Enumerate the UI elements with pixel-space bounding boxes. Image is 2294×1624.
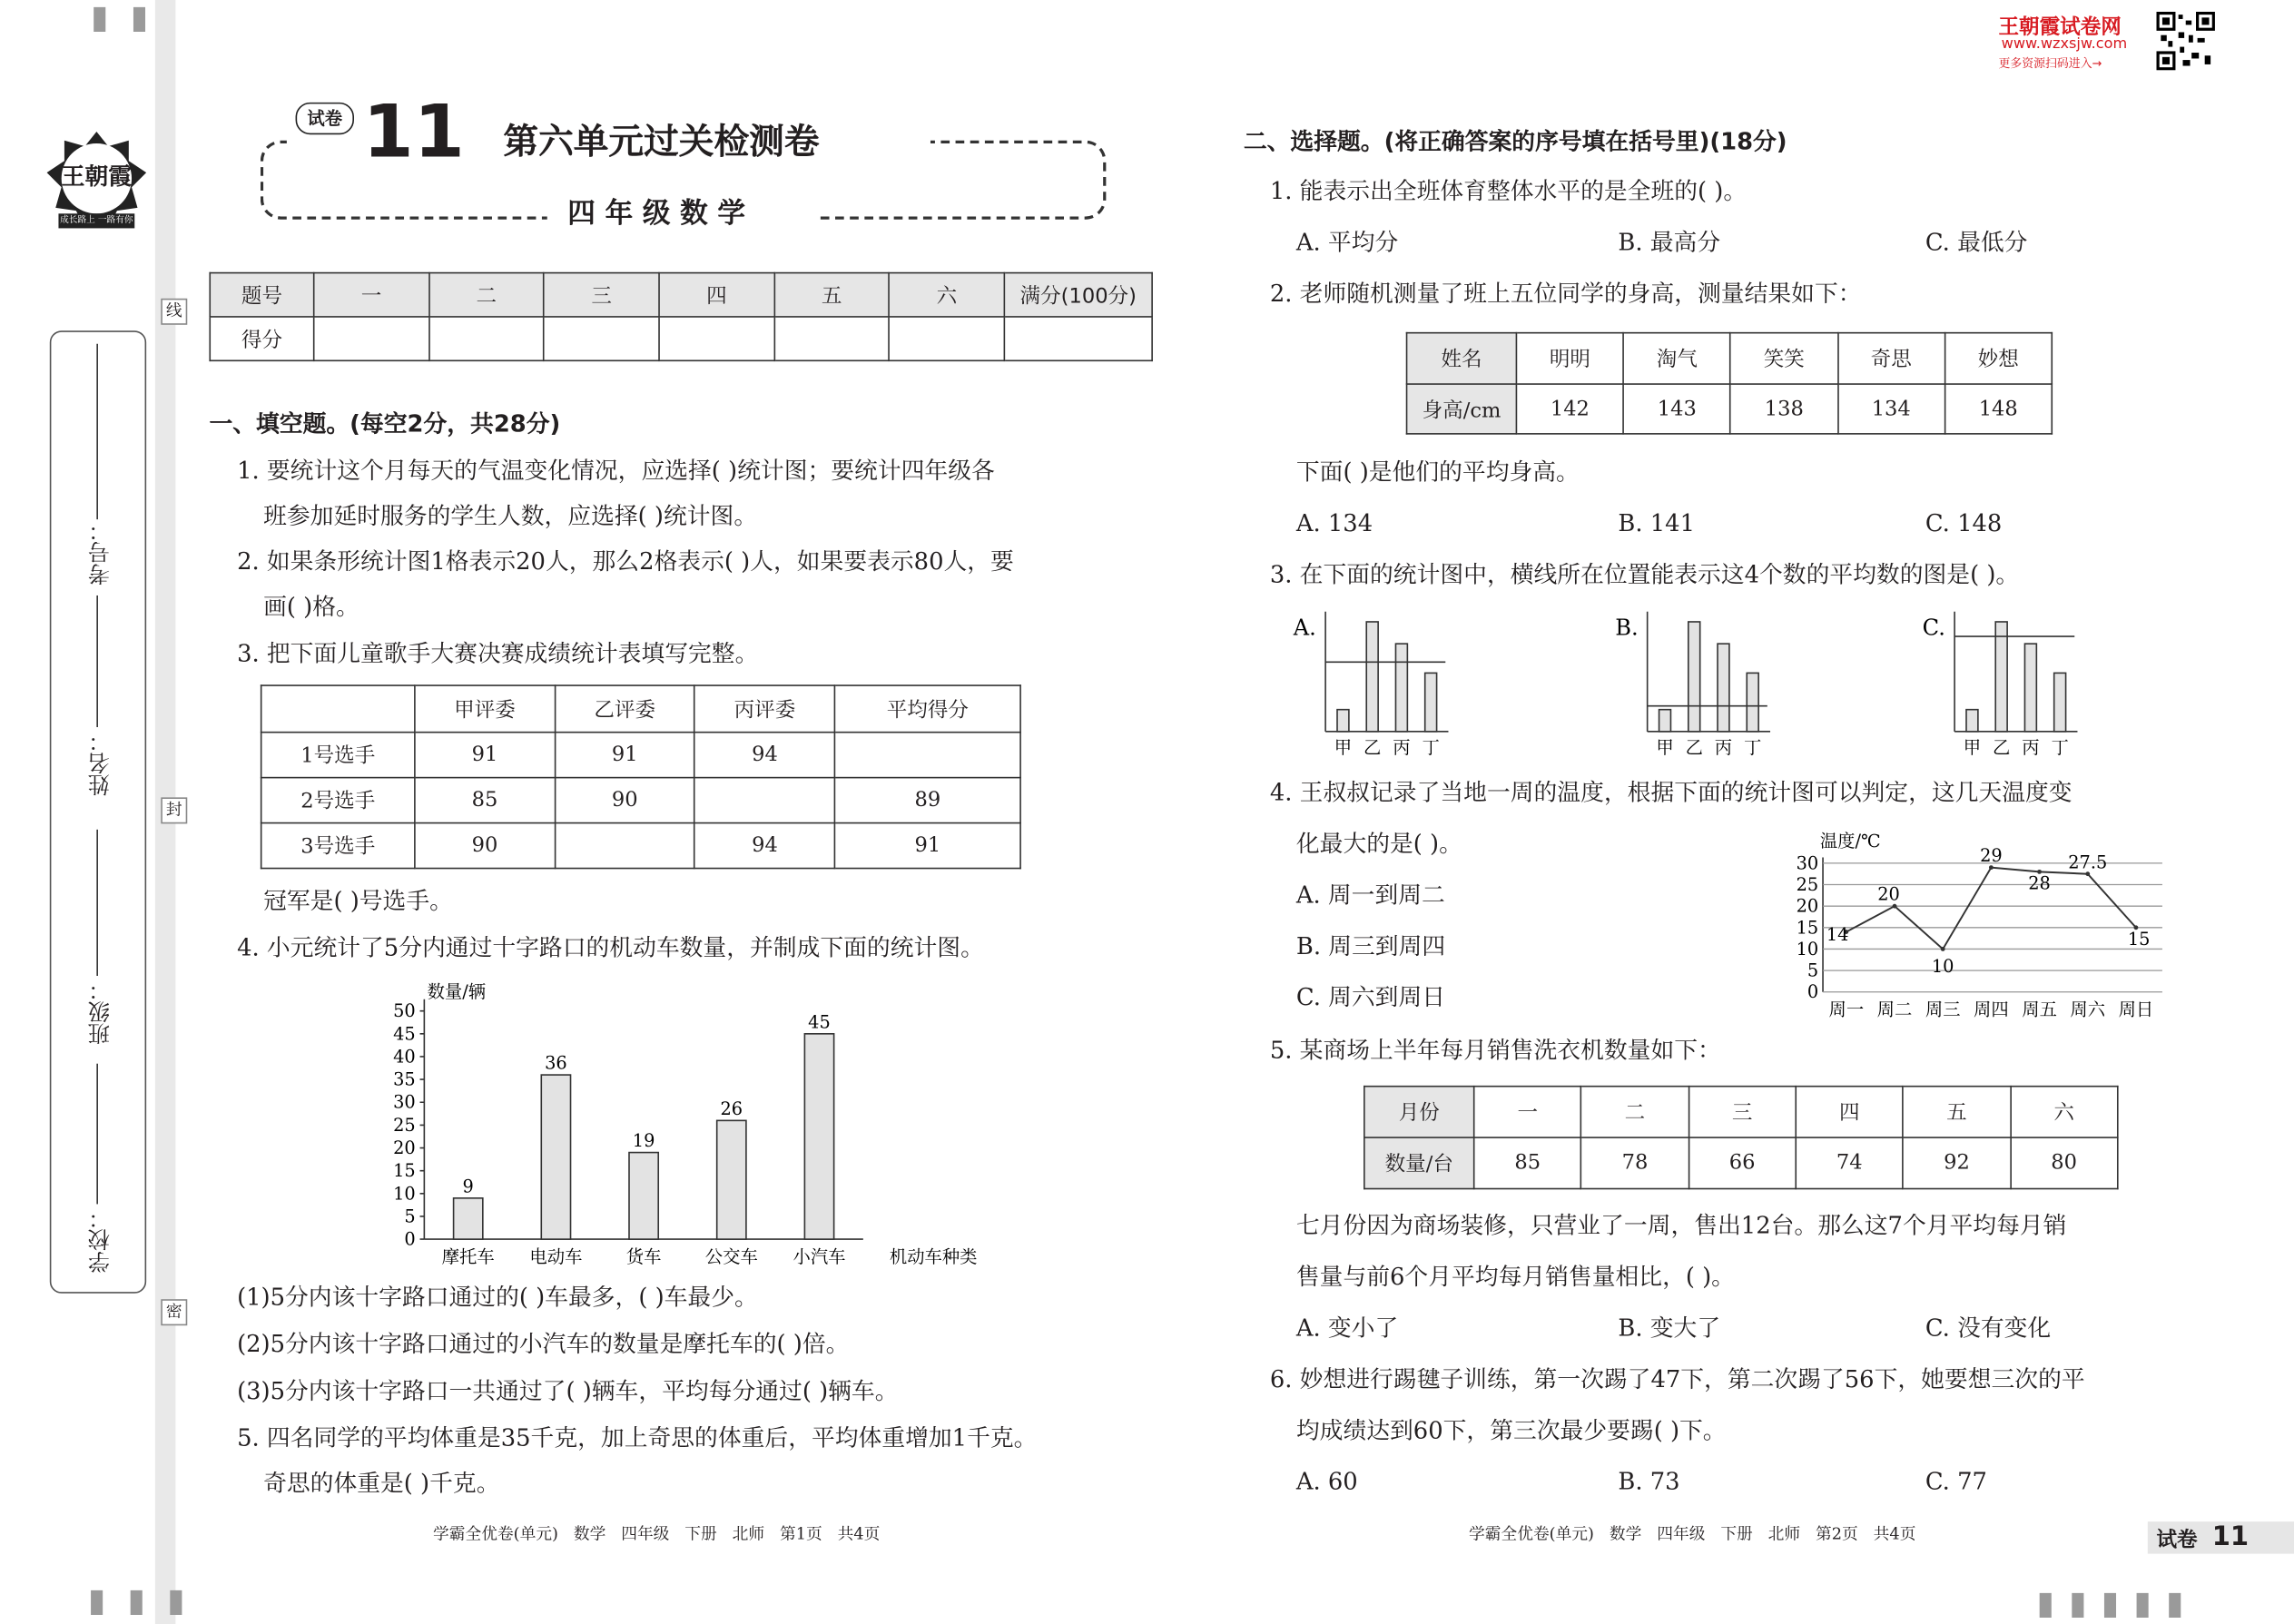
table-cell: 奇思 [1837, 333, 1944, 384]
bar [2024, 644, 2036, 732]
bar [541, 1075, 570, 1239]
x-tick-label: 小汽车 [793, 1245, 846, 1267]
question-text: 1. 要统计这个月每天的气温变化情况，应选择( )统计图；要统计四年级各 [237, 456, 995, 485]
qr-code-icon [2156, 12, 2214, 70]
height-table [1406, 332, 2053, 435]
bar [1659, 710, 1671, 732]
table-cell: 138 [1730, 384, 1837, 434]
table-cell: 笑笑 [1730, 333, 1837, 384]
table-cell: 143 [1623, 384, 1730, 434]
seal-mark-1: 线 [161, 299, 187, 325]
student-info-box [50, 330, 146, 1293]
bar [1995, 622, 2007, 732]
option-c[interactable]: C. 最低分 [1925, 228, 2028, 257]
option-b[interactable]: B. 141 [1618, 508, 1695, 537]
question-text: 2. 如果条形统计图1格表示20人，那么2格表示( )人，如果要表示80人，要 [237, 546, 1014, 576]
x-tick-label: 丁 [1744, 737, 1762, 758]
bar [804, 1034, 833, 1239]
y-axis-label: 温度/℃ [1819, 831, 1881, 852]
x-tick-label: 甲 [1334, 737, 1353, 758]
score-header-cell: 二 [428, 273, 544, 317]
table-cell: 89 [835, 778, 1020, 823]
table-cell: 142 [1516, 384, 1623, 434]
x-tick-label: 货车 [625, 1245, 662, 1267]
table-cell: 甲评委 [415, 685, 555, 733]
table-cell: 94 [694, 733, 834, 778]
y-tick-label: 10 [393, 1183, 416, 1205]
school-label: 学校： [86, 1206, 113, 1274]
bar-value-label: 26 [720, 1097, 743, 1119]
table-answer-cell[interactable] [555, 823, 694, 869]
bottom-bars: ▮ ▮ ▮ [87, 1582, 192, 1620]
name-field[interactable] [84, 595, 113, 830]
option-b[interactable]: B. 变大了 [1618, 1314, 1721, 1342]
data-label: 15 [2127, 929, 2151, 950]
corner-tab-label: 试卷 [2156, 1529, 2198, 1553]
question-text: 2. 老师随机测量了班上五位同学的身高，测量结果如下： [1269, 279, 1862, 308]
logo-slogan: 成长路上 一路有你 [60, 214, 133, 226]
option-a[interactable]: A. 周一到周二 [1295, 881, 1445, 909]
x-tick-label: 摩托车 [441, 1245, 495, 1267]
y-tick-label: 15 [1796, 917, 1819, 939]
table-cell [261, 685, 415, 733]
data-label: 14 [1826, 924, 1849, 946]
page-footer-left: 学霸全优卷(单元) 数学 四年级 下册 北师 第1页 共4页 [433, 1524, 881, 1544]
y-tick-label: 15 [393, 1160, 416, 1182]
data-label: 27.5 [2068, 851, 2108, 873]
page-title: 第六单元过关检测卷 [503, 121, 820, 162]
y-tick-label: 25 [1796, 873, 1819, 895]
school-field[interactable] [84, 1064, 113, 1284]
x-tick-label: 丁 [2051, 737, 2069, 758]
y-tick-label: 20 [1796, 895, 1819, 917]
y-tick-label: 30 [393, 1091, 416, 1113]
question-text: (1)5分内该十字路口通过的( )车最多，( )车最少。 [237, 1283, 758, 1312]
data-label: 10 [1931, 956, 1954, 978]
option-c[interactable]: C. 77 [1925, 1467, 1987, 1496]
table-cell: 六 [2011, 1087, 2118, 1137]
question-text: (2)5分内该十字路口通过的小汽车的数量是摩托车的( )倍。 [237, 1330, 850, 1358]
data-label: 29 [1980, 845, 2003, 867]
score-row-label: 得分 [210, 317, 313, 360]
bar [2054, 673, 2066, 731]
bar [1966, 710, 1978, 732]
mini-bar-chart-c[interactable] [1923, 605, 2083, 758]
table-answer-cell[interactable] [835, 733, 1020, 778]
question-text: 3. 在下面的统计图中，横线所在位置能表示这4个数的平均数的图是( )。 [1269, 560, 2020, 588]
sales-table [1364, 1086, 2119, 1189]
score-input-cell[interactable] [659, 317, 774, 360]
x-tick-label: 丙 [1714, 737, 1733, 758]
top-bars: ▮ ▮ [90, 0, 154, 37]
bar-value-label: 45 [808, 1011, 831, 1033]
x-tick-label: 乙 [1685, 737, 1703, 758]
bar-value-label: 19 [632, 1130, 655, 1152]
table-cell: 淘气 [1623, 333, 1730, 384]
table-cell: 月份 [1364, 1087, 1474, 1137]
bar [1718, 644, 1729, 732]
data-point [1941, 947, 1945, 951]
bar [1337, 710, 1349, 732]
y-tick-label: 30 [1796, 852, 1819, 874]
score-header-cell: 题号 [210, 273, 313, 317]
corner-tab-number: 11 [2211, 1521, 2250, 1553]
y-tick-label: 5 [404, 1206, 416, 1227]
x-tick-label: 周三 [1925, 999, 1961, 1020]
bar [1689, 622, 1700, 732]
x-tick-label: 周六 [2070, 999, 2106, 1020]
table-cell: 明明 [1516, 333, 1623, 384]
option-a[interactable]: A. 平均分 [1295, 228, 1399, 257]
bar-value-label: 9 [462, 1176, 474, 1197]
y-tick-label: 25 [393, 1114, 416, 1136]
question-text: 1. 能表示出全班体育整体水平的是全班的( )。 [1269, 177, 1748, 205]
question-text: 5. 四名同学的平均体重是35千克，加上奇思的体重后，平均体重增加1千克。 [237, 1423, 1038, 1452]
table-cell: 丙评委 [694, 685, 834, 733]
seal-mark-3: 密 [161, 1299, 187, 1325]
table-cell: 二 [1581, 1087, 1689, 1137]
x-tick-label: 乙 [1993, 737, 2011, 758]
option-b[interactable]: B. 周三到周四 [1295, 931, 1446, 960]
score-header-cell: 三 [544, 273, 659, 317]
question-text: 5. 某商场上半年每月销售洗衣机数量如下： [1269, 1036, 1721, 1064]
option-c[interactable]: C. 没有变化 [1925, 1314, 2052, 1342]
data-label: 28 [2028, 872, 2051, 894]
option-a[interactable]: A. 60 [1295, 1467, 1358, 1496]
table-cell: 一 [1474, 1087, 1581, 1137]
section2-heading: 二、选择题。(将正确答案的序号填在括号里)(18分) [1243, 127, 1787, 155]
y-tick-label: 5 [1807, 960, 1819, 981]
table-cell: 三 [1689, 1087, 1796, 1137]
bar [1747, 673, 1758, 731]
table-cell: 66 [1689, 1137, 1796, 1188]
y-tick-label: 0 [1807, 981, 1819, 1003]
bottom-right-bars: ▮▮▮▮▮ [2036, 1586, 2199, 1623]
page-footer-right: 学霸全优卷(单元) 数学 四年级 下册 北师 第2页 共4页 [1469, 1524, 1916, 1544]
contest-score-table [261, 684, 1021, 869]
table-cell: 2号选手 [261, 778, 415, 823]
table-cell: 85 [1474, 1137, 1581, 1188]
table-cell: 平均得分 [835, 685, 1020, 733]
table-cell: 3号选手 [261, 823, 415, 869]
table-cell: 91 [555, 733, 694, 778]
question-text: 4. 王叔叔记录了当地一周的温度，根据下面的统计图可以判定，这几天温度变 [1269, 778, 2072, 807]
paper-number: 11 [362, 89, 465, 174]
table-cell: 134 [1837, 384, 1944, 434]
score-header-cell: 满分(100分) [1004, 273, 1152, 317]
brand-logo [44, 126, 149, 241]
temperature-line-chart [1787, 822, 2171, 1028]
table-cell: 78 [1581, 1137, 1689, 1188]
table-cell: 乙评委 [555, 685, 694, 733]
table-cell: 91 [835, 823, 1020, 869]
y-tick-label: 10 [1796, 938, 1819, 960]
score-input-cell[interactable] [544, 317, 659, 360]
score-input-cell[interactable] [890, 317, 1005, 360]
option-a[interactable]: A. 134 [1295, 508, 1373, 537]
chart-option-label: A. [1293, 615, 1316, 641]
watermark-note: 更多资源扫码进入→ [1998, 56, 2102, 71]
table-cell: 1号选手 [261, 733, 415, 778]
bar [1425, 673, 1437, 731]
option-b[interactable]: B. 73 [1618, 1467, 1680, 1496]
section1-heading: 一、填空题。(每空2分，共28分) [209, 409, 561, 438]
question-text: 冠军是( )号选手。 [263, 886, 453, 915]
score-table [209, 272, 1152, 361]
x-tick-label: 甲 [1963, 737, 1982, 758]
y-axis-label: 数量/辆 [427, 981, 487, 1003]
table-cell: 五 [1903, 1087, 2010, 1137]
score-header-cell: 一 [314, 273, 429, 317]
x-tick-label: 丁 [1422, 737, 1440, 758]
table-cell: 四 [1796, 1087, 1903, 1137]
score-header-cell: 五 [774, 273, 890, 317]
score-input-cell[interactable] [428, 317, 544, 360]
mini-bar-chart-b[interactable] [1615, 605, 1776, 758]
logo-text: 王朝霞 [61, 162, 133, 191]
chart-option-label: C. [1922, 615, 1945, 641]
option-c[interactable]: C. 148 [1925, 508, 2003, 537]
score-header-cell: 六 [890, 273, 1005, 317]
watermark-url: www.wzxsjw.com [2001, 36, 2128, 54]
y-tick-label: 35 [393, 1068, 416, 1090]
seal-mark-2: 封 [161, 797, 187, 823]
option-a[interactable]: A. 变小了 [1295, 1314, 1399, 1342]
x-tick-label: 甲 [1656, 737, 1674, 758]
x-tick-label: 丙 [2022, 737, 2040, 758]
table-cell: 92 [1903, 1137, 2010, 1188]
y-tick-label: 0 [404, 1228, 416, 1250]
question-text: (3)5分内该十字路口一共通过了( )辆车，平均每分通过( )辆车。 [237, 1376, 899, 1405]
page-subtitle: 四 年 级 数 学 [567, 197, 746, 231]
exam-number-field[interactable] [84, 344, 113, 636]
question-text: 奇思的体重是( )千克。 [263, 1469, 500, 1497]
vehicle-bar-chart [366, 971, 1009, 1275]
x-tick-label: 周二 [1876, 999, 1913, 1020]
table-cell: 数量/台 [1364, 1137, 1474, 1188]
question-text: 化最大的是( )。 [1295, 829, 1462, 858]
bar [1395, 644, 1407, 732]
score-input-cell[interactable] [1004, 317, 1152, 360]
table-cell: 80 [2011, 1137, 2118, 1188]
question-text: 下面( )是他们的平均身高。 [1295, 458, 1580, 487]
x-tick-label: 周一 [1828, 999, 1865, 1020]
x-tick-label: 丙 [1393, 737, 1411, 758]
bar [717, 1120, 746, 1239]
y-tick-label: 20 [393, 1137, 416, 1158]
x-tick-label: 乙 [1364, 737, 1382, 758]
score-input-cell[interactable] [314, 317, 429, 360]
paper-badge: 试卷 [296, 103, 354, 134]
question-text: 售量与前6个月平均每月销售量相比，( )。 [1295, 1262, 1735, 1291]
y-tick-label: 40 [393, 1046, 416, 1068]
table-cell: 90 [415, 823, 555, 869]
option-c[interactable]: C. 周六到周日 [1295, 983, 1446, 1011]
y-tick-label: 50 [393, 1000, 416, 1022]
x-tick-label: 周日 [2118, 999, 2154, 1020]
x-axis-label: 机动车种类 [889, 1245, 978, 1267]
y-tick-label: 45 [393, 1023, 416, 1045]
class-field[interactable] [84, 830, 113, 1064]
table-cell: 妙想 [1944, 333, 2052, 384]
x-tick-label: 电动车 [529, 1245, 583, 1267]
x-tick-label: 周五 [2022, 999, 2057, 1020]
question-text: 均成绩达到60下，第三次最少要踢( )下。 [1295, 1416, 1727, 1444]
table-answer-cell[interactable] [694, 778, 834, 823]
question-text: 班参加延时服务的学生人数，应选择( )统计图。 [263, 501, 758, 530]
x-tick-label: 周四 [1974, 999, 2009, 1020]
bar-value-label: 36 [545, 1052, 567, 1074]
table-cell: 91 [415, 733, 555, 778]
table-cell: 90 [555, 778, 694, 823]
exam-number-label: 考号： [86, 519, 113, 586]
question-text: 3. 把下面儿童歌手大赛决赛成绩统计表填写完整。 [237, 639, 759, 667]
question-text: 6. 妙想进行踢毽子训练，第一次踢了47下，第二次踢了56下，她要想三次的平 [1269, 1364, 2085, 1393]
table-cell: 85 [415, 778, 555, 823]
name-label: 姓名： [86, 730, 113, 796]
score-input-cell[interactable] [774, 317, 890, 360]
table-cell: 身高/cm [1407, 384, 1517, 434]
data-label: 20 [1877, 883, 1900, 905]
score-header-cell: 四 [659, 273, 774, 317]
question-text: 4. 小元统计了5分内通过十字路口的机动车数量，并制成下面的统计图。 [237, 933, 984, 961]
table-cell: 姓名 [1407, 333, 1517, 384]
bar [1366, 622, 1378, 732]
temperature-line [1846, 868, 2136, 950]
watermark-name: 王朝霞试卷网 [1998, 15, 2122, 40]
table-cell: 94 [694, 823, 834, 869]
question-text: 七月份因为商场装修，只营业了一周，售出12台。那么这7个月平均每月销 [1295, 1211, 2067, 1240]
question-text: 画( )格。 [263, 592, 359, 621]
bar [629, 1153, 658, 1240]
table-cell: 74 [1796, 1137, 1903, 1188]
table-cell: 148 [1944, 384, 2052, 434]
option-b[interactable]: B. 最高分 [1618, 228, 1721, 257]
class-label: 班级： [86, 979, 113, 1045]
corner-tab [2148, 1521, 2294, 1553]
bar [454, 1198, 483, 1239]
mini-bar-chart-a[interactable] [1294, 605, 1454, 758]
x-tick-label: 公交车 [704, 1245, 758, 1267]
chart-option-label: B. [1615, 615, 1639, 641]
